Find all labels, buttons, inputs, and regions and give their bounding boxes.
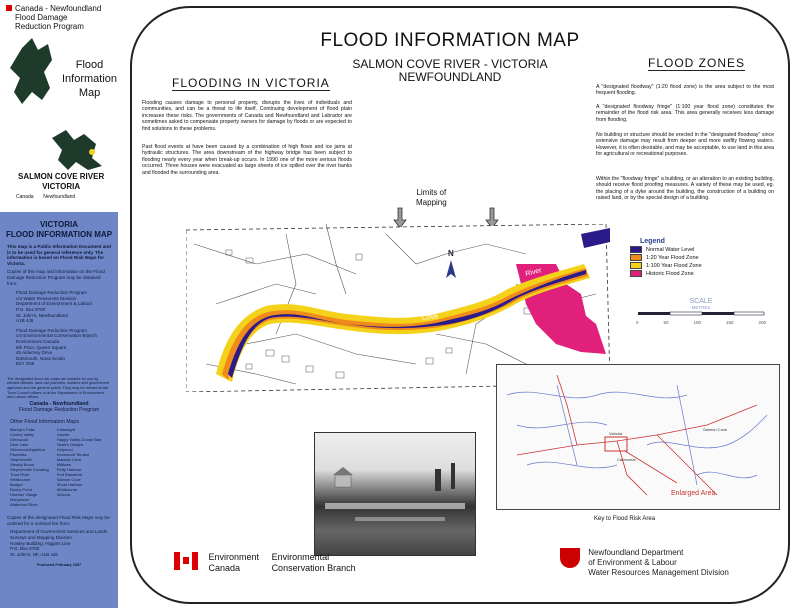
key-label-carbonear: Carbonear <box>617 457 636 462</box>
other-map-item: Port Blandford <box>56 472 83 478</box>
other-map-item: Rushy Pond <box>10 487 32 493</box>
legend <box>630 238 702 278</box>
other-map-item: Goulds <box>56 432 70 438</box>
key-label-victoria: Victoria <box>609 431 623 436</box>
key-label-salmon-cove: Salmon Cove <box>703 427 728 432</box>
legend-swatch <box>630 270 642 277</box>
designated-note: The designated flood risk maps are suitable for use by elected officials, land use planners, builders and government agencies and the general public. They may be viewed at the Town Council offices or at the Department of Environment and Labour offices. <box>7 376 109 400</box>
legend-item: 1:20 Year Flood Zone <box>630 254 702 262</box>
other-map-item: Waterford River <box>10 502 38 508</box>
svg-text:N: N <box>448 249 454 258</box>
photo-scene <box>315 433 475 555</box>
zones-para-1: A "designated floodway" (1:20 flood zone) is the area subject to the most frequent flooding. <box>596 84 774 97</box>
page-subtitle: SALMON COVE RIVER - VICTORIA NEWFOUNDLAND <box>352 57 548 84</box>
other-map-item: Placentia <box>10 452 27 458</box>
other-map-item: Steady Brook <box>10 462 35 468</box>
enlarged-area-label: Enlarged Area <box>671 490 716 497</box>
other-map-item: Holyrood <box>56 447 73 453</box>
other-map-item: Whitbourne <box>56 487 78 493</box>
legend-item: Historic Flood Zone <box>630 270 702 278</box>
scale-ticks: 0 50 100 150 200 <box>636 320 766 325</box>
other-map-item: Glenwood <box>10 437 29 443</box>
other-map-item: Victoria <box>56 492 70 498</box>
program-footer: Canada - Newfoundland Flood Damage Reduction Program <box>18 400 100 414</box>
zones-para-3: No building or structure should be erected in the "designated floodway" since extensive damage may result from deeper and more swiftly flowing waters. However, it is often desirable, and may be acceptable, to use land in this area for agricultural or recreational purposes. <box>596 132 774 158</box>
other-map-item: Whitbourne <box>10 477 31 483</box>
legend-item: Normal Water Level <box>630 246 702 254</box>
other-map-item: Maddox Cove <box>56 457 82 463</box>
legend-swatch <box>630 254 642 261</box>
program-title: Canada - Newfoundland Flood Damage Reduction Program <box>6 4 101 31</box>
other-map-item: Marystown <box>10 497 30 503</box>
other-map-item: Happy Valley-Goose Bay <box>56 437 102 443</box>
sidebar-top <box>0 0 118 210</box>
other-map-item: Bishop's Falls <box>10 427 35 433</box>
sidebar <box>0 0 118 608</box>
other-maps-list <box>0 427 118 507</box>
canada-logo: Canada <box>16 194 34 200</box>
other-map-item: Petty Harbour <box>56 467 82 473</box>
flooding-para-2: Past flood events at have been caused by a combination of high flows and ice jams at hydraulic structures. The area downstream of the highway bridge has been subject to flooding nearly every year when break-up occurs. In 1990 one of the more serious floods occurred. Three houses were evacuated as large sheets of ice spilled over the river banks and flooded the surrounding area. <box>142 144 352 176</box>
newfoundland-logo: Newfoundland <box>43 194 76 200</box>
address-2: Flood Damage Reduction Program c/o Environmental Conservation Branch Environment Canada 6th Floor, Queen Square, 45 Alderney Drive Dartmouth, Nova Scotia B2Y 2N6 <box>16 327 97 367</box>
other-map-item: Glenwood/Appleton <box>10 447 45 453</box>
flag-icon <box>6 5 12 11</box>
other-map-item: Milltown <box>56 462 72 468</box>
legend-swatch <box>630 246 642 253</box>
victoria-title: VICTORIA FLOOD INFORMATION MAP <box>5 220 113 239</box>
legend-swatch <box>630 262 642 269</box>
other-map-item: Deer Lake <box>10 442 29 448</box>
other-maps-title: Other Flood Information Maps <box>10 418 79 425</box>
river-word-cove: Cove <box>421 313 439 322</box>
flooding-heading: FLOODING IN VICTORIA <box>172 76 330 90</box>
zones-para-4: Within the "floodway fringe" a building, or an alteration to an existing building, should receive flood proofing measures. A variety of these may be used, eg. the placing of a dyke around the building, the construction of a building on raised land, or by the special design of a building. <box>596 176 774 202</box>
newfoundland-shield-icon <box>560 548 580 568</box>
sidebar-info-panel <box>0 212 118 608</box>
copies-text: Copies of this map and information on the Flood Damage Reduction Program may be obtained from: <box>7 269 105 286</box>
other-map-item: Stephenville Crossing <box>10 467 49 473</box>
sidebar-logos <box>16 194 75 200</box>
canada-flag-icon <box>174 552 198 570</box>
other-maps-col2 <box>57 427 101 507</box>
key-map-graphic <box>497 365 779 509</box>
zones-para-2: A "designated floodway fringe" (1:100 year flood zone) constitutes the remainder of the flood risk area. This area generally receives less damage from flooding. <box>596 104 774 123</box>
produced-date: Produced February 1997 <box>36 563 82 568</box>
environment-canada-logo: Environment Canada Environmental Conservation Branch <box>174 552 356 574</box>
limits-of-mapping-label: Limits of Mapping <box>416 188 447 207</box>
other-map-item: Cooley Valley <box>10 432 35 438</box>
map-label: Flood Information Map <box>62 59 118 99</box>
river-label: SALMON COVE RIVER VICTORIA <box>18 172 105 191</box>
other-map-item: Shoal Harbour <box>56 482 83 488</box>
other-map-item: Cartwright <box>56 427 75 433</box>
other-map-item: Kenmount Terrace <box>56 452 90 458</box>
address-1: Flood Damage Reduction Program c/o Water Resources Division Department of Environment & Labour P.O. Box 8700 St. John's, Newfoundland A1B 4J6 <box>16 290 93 324</box>
other-map-item: Badger <box>10 482 23 488</box>
flood-photo <box>314 432 476 556</box>
scale-bar: SCALE METRES 0 50 100 150 200 <box>636 298 766 325</box>
address-3: Department of Government Services and Lands Surveys and Mapping Division Howley Building, Higgins Line P.O. Box 8700 St. John's, NF, A1B 4J6 <box>10 529 108 557</box>
river-word-salmon: Salmon <box>345 335 371 346</box>
flooding-para-1: Flooding causes damage to personal property, disrupts the lives of individuals and communities, and can be a threat to life itself. Continuing development of flood plain increases these risks. The governments of Canada and Newfoundland and Labrador are sometimes asked to compensate property owners for damage by floods or are expected to find solutions to these problems. <box>142 100 352 132</box>
key-map-caption: Key to Flood Risk Area <box>594 516 656 522</box>
other-map-item: Heart's Delight <box>56 442 83 448</box>
key-map <box>496 364 780 510</box>
legend-item: 1:100 Year Flood Zone <box>630 262 702 270</box>
other-map-item: Salmon Cove <box>56 477 81 483</box>
river-word-river: River <box>524 267 543 278</box>
other-maps-col1 <box>10 427 49 507</box>
page-title: FLOOD INFORMATION MAP <box>320 30 580 51</box>
other-map-item: Stephenville <box>10 457 32 463</box>
copies-order: Copies of the designated Flood Risk Maps may be ordered for a nominal fee from: <box>7 515 110 526</box>
scale-graphic <box>636 310 766 318</box>
newfoundland-department-logo: Newfoundland Department of Environment & Labour Water Resources Management Division <box>560 548 729 578</box>
legend-title: Legend <box>640 238 665 245</box>
other-map-item: Trout River <box>10 472 30 478</box>
zones-heading: FLOOD ZONES <box>648 56 746 70</box>
public-notice: This map is a Public Information Document and is to be used for general reference only. The information is based on Flood Risk Maps for Victoria. <box>7 244 111 266</box>
newfoundland-island-map <box>4 34 116 174</box>
other-map-item: Humber Village <box>10 492 38 498</box>
